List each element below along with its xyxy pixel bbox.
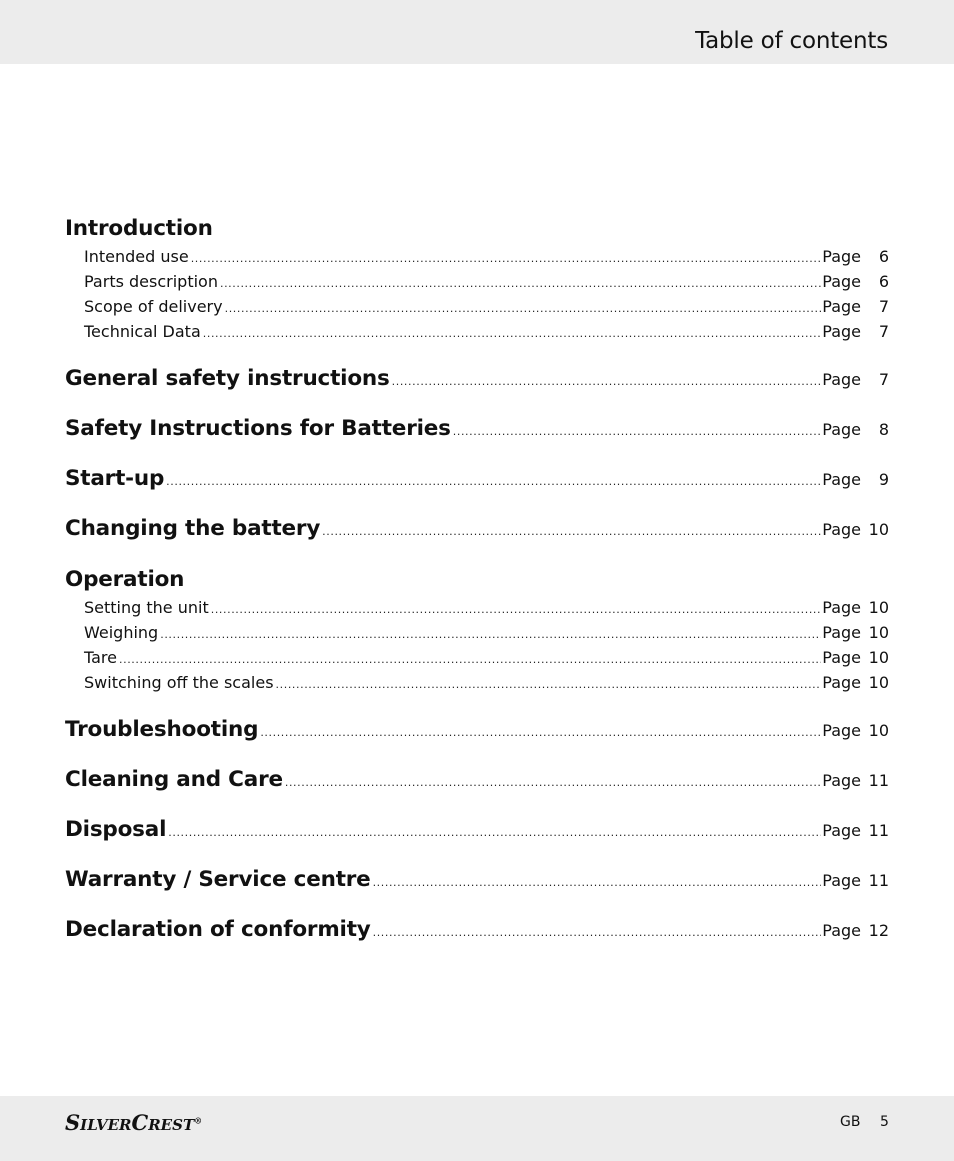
- section-heading-introduction: Introduction: [65, 216, 213, 241]
- page-word: Page: [822, 821, 861, 840]
- page-word: Page: [822, 598, 861, 617]
- toc-entry-label: Tare: [84, 648, 117, 667]
- toc-entry-declaration[interactable]: [65, 917, 889, 942]
- page-word: Page: [822, 297, 861, 316]
- page-number: 10: [868, 520, 889, 539]
- page-word: Page: [822, 623, 861, 642]
- toc-entry-setting-the-unit[interactable]: [84, 598, 889, 617]
- page-footer: [0, 1096, 954, 1161]
- dot-leader: [191, 252, 822, 265]
- page-word: Page: [822, 871, 861, 890]
- toc-entry-label: Switching off the scales: [84, 673, 274, 692]
- page-number: 7: [878, 370, 889, 389]
- toc-entry-label: Parts description: [84, 272, 218, 291]
- dot-leader: [373, 926, 822, 939]
- toc-entry-parts-description[interactable]: [84, 272, 889, 291]
- toc-entry-start-up[interactable]: [65, 466, 889, 491]
- section-heading-operation: Operation: [65, 567, 185, 592]
- page-number: 10: [868, 623, 889, 642]
- dot-leader: [322, 525, 821, 538]
- dot-leader: [168, 826, 821, 839]
- toc-entry-tare[interactable]: [84, 648, 889, 667]
- toc-entry-technical-data[interactable]: [84, 322, 889, 341]
- page-word: Page: [822, 648, 861, 667]
- dot-leader: [260, 726, 821, 739]
- page-number: 10: [868, 673, 889, 692]
- page-number: 11: [868, 771, 889, 790]
- page-number: 11: [868, 871, 889, 890]
- toc-entry-general-safety[interactable]: [65, 366, 889, 391]
- page-word: Page: [822, 771, 861, 790]
- toc-entry-scope-of-delivery[interactable]: [84, 297, 889, 316]
- page-word: Page: [822, 921, 861, 940]
- page-word: Page: [822, 673, 861, 692]
- toc-entry-label: Start-up: [65, 466, 165, 491]
- dot-leader: [203, 327, 822, 340]
- footer-page-number: 5: [880, 1114, 889, 1130]
- page-number: 10: [868, 648, 889, 667]
- toc-entry-label: Declaration of conformity: [65, 917, 371, 942]
- toc-entry-label: Changing the battery: [65, 516, 321, 541]
- page-word: Page: [822, 420, 861, 439]
- dot-leader: [166, 475, 821, 488]
- dot-leader: [453, 425, 822, 438]
- dot-leader: [119, 653, 821, 666]
- page-number: 6: [878, 247, 889, 266]
- page-number: 10: [868, 598, 889, 617]
- toc-entry-label: Weighing: [84, 623, 159, 642]
- toc-entry-label: Warranty / Service centre: [65, 867, 371, 892]
- dot-leader: [160, 628, 821, 641]
- page-word: Page: [822, 322, 861, 341]
- toc-entry-cleaning-and-care[interactable]: [65, 767, 889, 792]
- header-title: Table of contents: [695, 28, 888, 54]
- page-number: 10: [868, 721, 889, 740]
- toc-entry-troubleshooting[interactable]: [65, 717, 889, 742]
- page-number: 7: [878, 297, 889, 316]
- page-word: Page: [822, 520, 861, 539]
- toc-entry-weighing[interactable]: [84, 623, 889, 642]
- page-word: Page: [822, 721, 861, 740]
- toc-entry-intended-use[interactable]: [84, 247, 889, 266]
- toc-entry-changing-battery[interactable]: [65, 516, 889, 541]
- dot-leader: [285, 776, 821, 789]
- page-word: Page: [822, 370, 861, 389]
- page-number: 7: [878, 322, 889, 341]
- page-number: 11: [868, 821, 889, 840]
- toc-entry-battery-safety[interactable]: [65, 416, 889, 441]
- toc-entry-label: General safety instructions: [65, 366, 390, 391]
- toc-entry-disposal[interactable]: [65, 817, 889, 842]
- toc-entry-label: Intended use: [84, 247, 189, 266]
- page-number: 9: [878, 470, 889, 489]
- toc-entry-label: Cleaning and Care: [65, 767, 283, 792]
- toc-entry-label: Safety Instructions for Batteries: [65, 416, 451, 441]
- dot-leader: [276, 678, 822, 691]
- dot-leader: [211, 603, 822, 616]
- page-header: [0, 0, 954, 64]
- language-code: GB: [840, 1114, 861, 1130]
- dot-leader: [220, 277, 821, 290]
- toc-entry-label: Disposal: [65, 817, 167, 842]
- page-number: 12: [868, 921, 889, 940]
- dot-leader: [225, 302, 822, 315]
- toc-entry-label: Troubleshooting: [65, 717, 259, 742]
- toc-entry-label: Scope of delivery: [84, 297, 223, 316]
- dot-leader: [373, 876, 822, 889]
- toc-entry-warranty[interactable]: [65, 867, 889, 892]
- page-number: 6: [878, 272, 889, 291]
- toc-entry-switching-off[interactable]: [84, 673, 889, 692]
- page-number: 8: [878, 420, 889, 439]
- page-word: Page: [822, 272, 861, 291]
- toc-entry-label: Setting the unit: [84, 598, 209, 617]
- page-word: Page: [822, 470, 861, 489]
- dot-leader: [392, 375, 822, 388]
- silvercrest-logo: SILVERCREST®: [65, 1110, 203, 1135]
- page-word: Page: [822, 247, 861, 266]
- toc-entry-label: Technical Data: [84, 322, 201, 341]
